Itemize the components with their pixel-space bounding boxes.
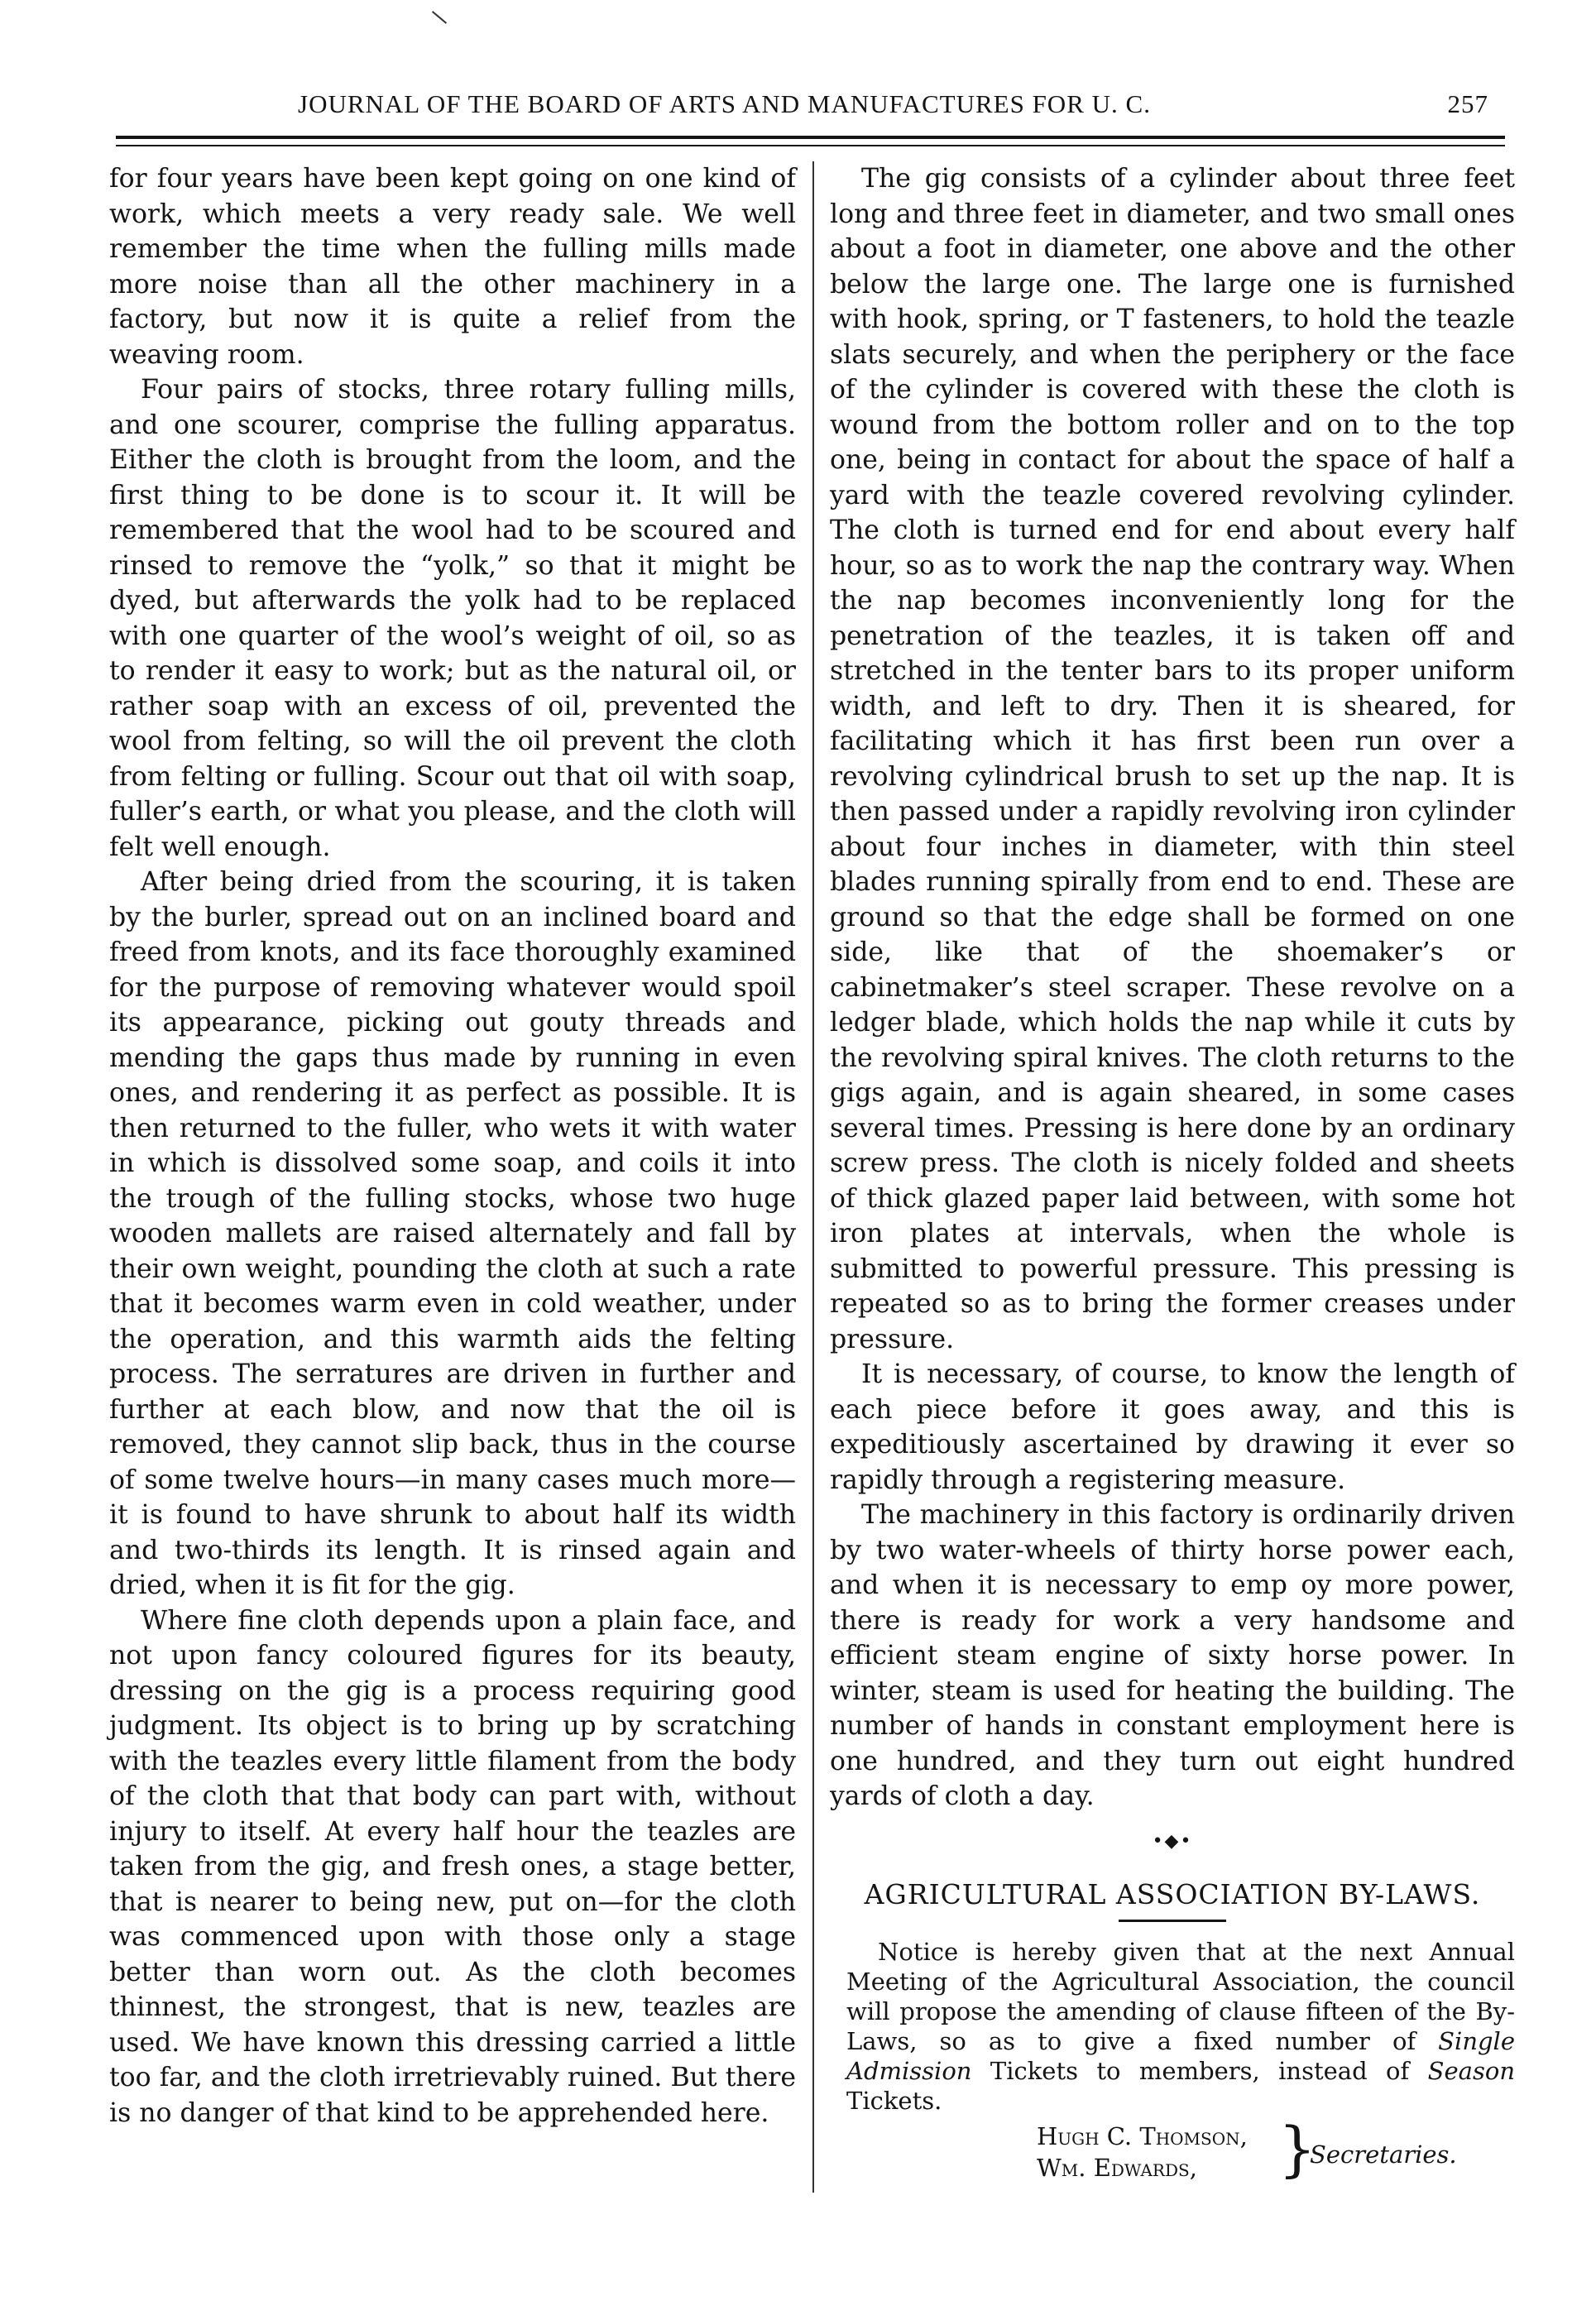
signatures xyxy=(1037,2113,1515,2192)
signature-brace: } xyxy=(1278,2113,1316,2183)
section-title: AGRICULTURAL ASSOCIATION BY-LAWS. xyxy=(864,1878,1481,1910)
ornament-divider: •◆• xyxy=(1152,1830,1193,1852)
section-rule xyxy=(1119,1920,1226,1922)
journal-title: JOURNAL OF THE BOARD OF ARTS AND MANUFACTURES FOR U. C. xyxy=(298,89,1151,118)
right-column xyxy=(830,161,1515,2192)
paragraph: Where fine cloth depends upon a plain face, and not upon fancy coloured figures for its beauty, dressing on the gig is a process requiring good judgment. Its object is to bring up by scratching with the teazles every little filament from the body of the cloth that that body can part with, without injury to itself. At every half hour the teazles are taken from the gig, and fresh ones, a stage better, that is nearer to being new, put on—for the cloth was commenced upon with those only a stage better than worn out. As the cloth becomes thinnest, the strongest, that is new, teazles are used. We have known this dressing carried a little too far, and the cloth irretrievably ruined. But there is no danger of that kind to be apprehended here. xyxy=(109,1605,796,2128)
signer-role: Secretaries. xyxy=(1310,2140,1457,2169)
paragraph: After being dried from the scouring, it is taken by the burler, spread out on an inclined board and freed from knots, and its face thoroughly examined for the purpose of removing whatever would spoil its appearance, picking out gouty threads and mending the gaps thus made by running in even ones, and rendering it as perfect as possible. It is then returned to the fuller, who wets it with water in which is dissolved some soap, and coils it into the trough of the fulling stocks, whose two huge wooden mallets are raised alternately and fall by their own weight, pounding the cloth at such a rate that it becomes warm even in cold weather, under the operation, and this warmth aids the felting process. The serratures are driven in further and further at each blow, and now that the oil is removed, they cannot slip back, thus in the course of some twelve hours—in many cases much more—it is found to have shrunk to about half its width and two-thirds its length. It is rinsed again and dried, when it is fit for the gig. xyxy=(109,867,796,1600)
signer-thomson: Hugh C. Thomson, xyxy=(1037,2121,1248,2150)
notice-italic-single-admission: Single Admission xyxy=(846,2026,1515,2085)
header-rule xyxy=(116,136,1505,146)
notice-italic-season: Season xyxy=(1427,2056,1515,2085)
paragraph: for four years have been kept going on one kind of work, which meets a very ready sale. We well remember the time when the fulling mills made more noise than all the other machinery in a factory, but now it is quite a relief from the weaving room. xyxy=(109,164,796,370)
paragraph: It is necessary, of course, to know the length of each piece before it goes away, and this is expeditiously ascertained by drawing it ever so rapidly through a registering measure. xyxy=(830,1359,1515,1495)
page-number: 257 xyxy=(1447,89,1488,118)
running-header xyxy=(124,83,1488,132)
notice xyxy=(846,1937,1515,2192)
column-divider xyxy=(812,161,814,2193)
left-column xyxy=(109,161,796,2131)
notice-paragraph xyxy=(846,1937,1515,2116)
signer-edwards: Wm. Edwards, xyxy=(1037,2153,1197,2182)
paragraph: Four pairs of stocks, three rotary fulling mills, and one scourer, comprise the fulling apparatus. Either the cloth is brought from the loom, and the first thing to be done is to scour it. It will be remembered that the wool had to be scoured and rinsed to remove the “yolk,” so that it might be dyed, but afterwards the yolk had to be replaced with one quarter of the wool’s weight of oil, so as to render it easy to work; but as the natural oil, or rather soap with an excess of oil, prevented the wool from felting, so will the oil prevent the cloth from felting or fulling. Scour out that oil with soap, fuller’s earth, or what you please, and the cloth will felt well enough. xyxy=(109,375,796,862)
signer-names xyxy=(1037,2121,1248,2183)
paragraph: The gig consists of a cylinder about three feet long and three feet in diameter, and two small ones about a foot in diameter, one above and the other below the large one. The large one is furnished with hook, spring, or T fasteners, to hold the teazle slats securely, and when the periphery or the face of the cylinder is covered with these the cloth is wound from the bottom roller and on to the top one, being in contact for about the space of half a yard with the teazle covered revolving cylinder. The cloth is turned end for end about every half hour, so as to work the nap the contrary way. When the nap becomes inconveniently long for the penetration of the teazles, it is taken off and stretched in the tenter bars to its proper uniform width, and left to dry. Then it is sheared, for facilitating which it has first been run over a revolving cylindrical brush to set up the nap. It is then passed under a rapidly revolving iron cylinder about four inches in diameter, with thin steel blades running spirally from end to end. These are ground so that the edge shall be formed on one side, like that of the shoemaker’s or cabinetmaker’s steel scraper. These revolve on a ledger blade, which holds the nap while it cuts by the revolving spiral knives. The cloth returns to the gigs again, and is again sheared, in some cases several times. Pressing is here done by an ordinary screw press. The cloth is nicely folded and sheets of thick glazed paper laid between, with some hot iron plates at intervals, when the whole is submitted to powerful pressure. This pressing is repeated so as to bring the former creases under pressure. xyxy=(830,164,1515,1354)
notice-text: Tickets. xyxy=(846,2086,942,2115)
paragraph: The machinery in this factory is ordinarily driven by two water-wheels of thirty horse power each, and when it is necessary to emp oy more power, there is ready for work a very handsome and efficient steam engine of sixty horse power. In winter, steam is used for heating the building. The number of hands in constant employment here is one hundred, and they turn out eight hundred yards of cloth a day. xyxy=(830,1500,1515,1811)
stray-mark xyxy=(432,11,447,24)
notice-text: Tickets to members, instead of xyxy=(971,2056,1428,2085)
notice-text: Notice is hereby given that at the next Annual Meeting of the Agricultural Association, the council will propose the amending of clause fifteen of the By-Laws, so as to give a fixed number of xyxy=(846,1937,1515,2055)
